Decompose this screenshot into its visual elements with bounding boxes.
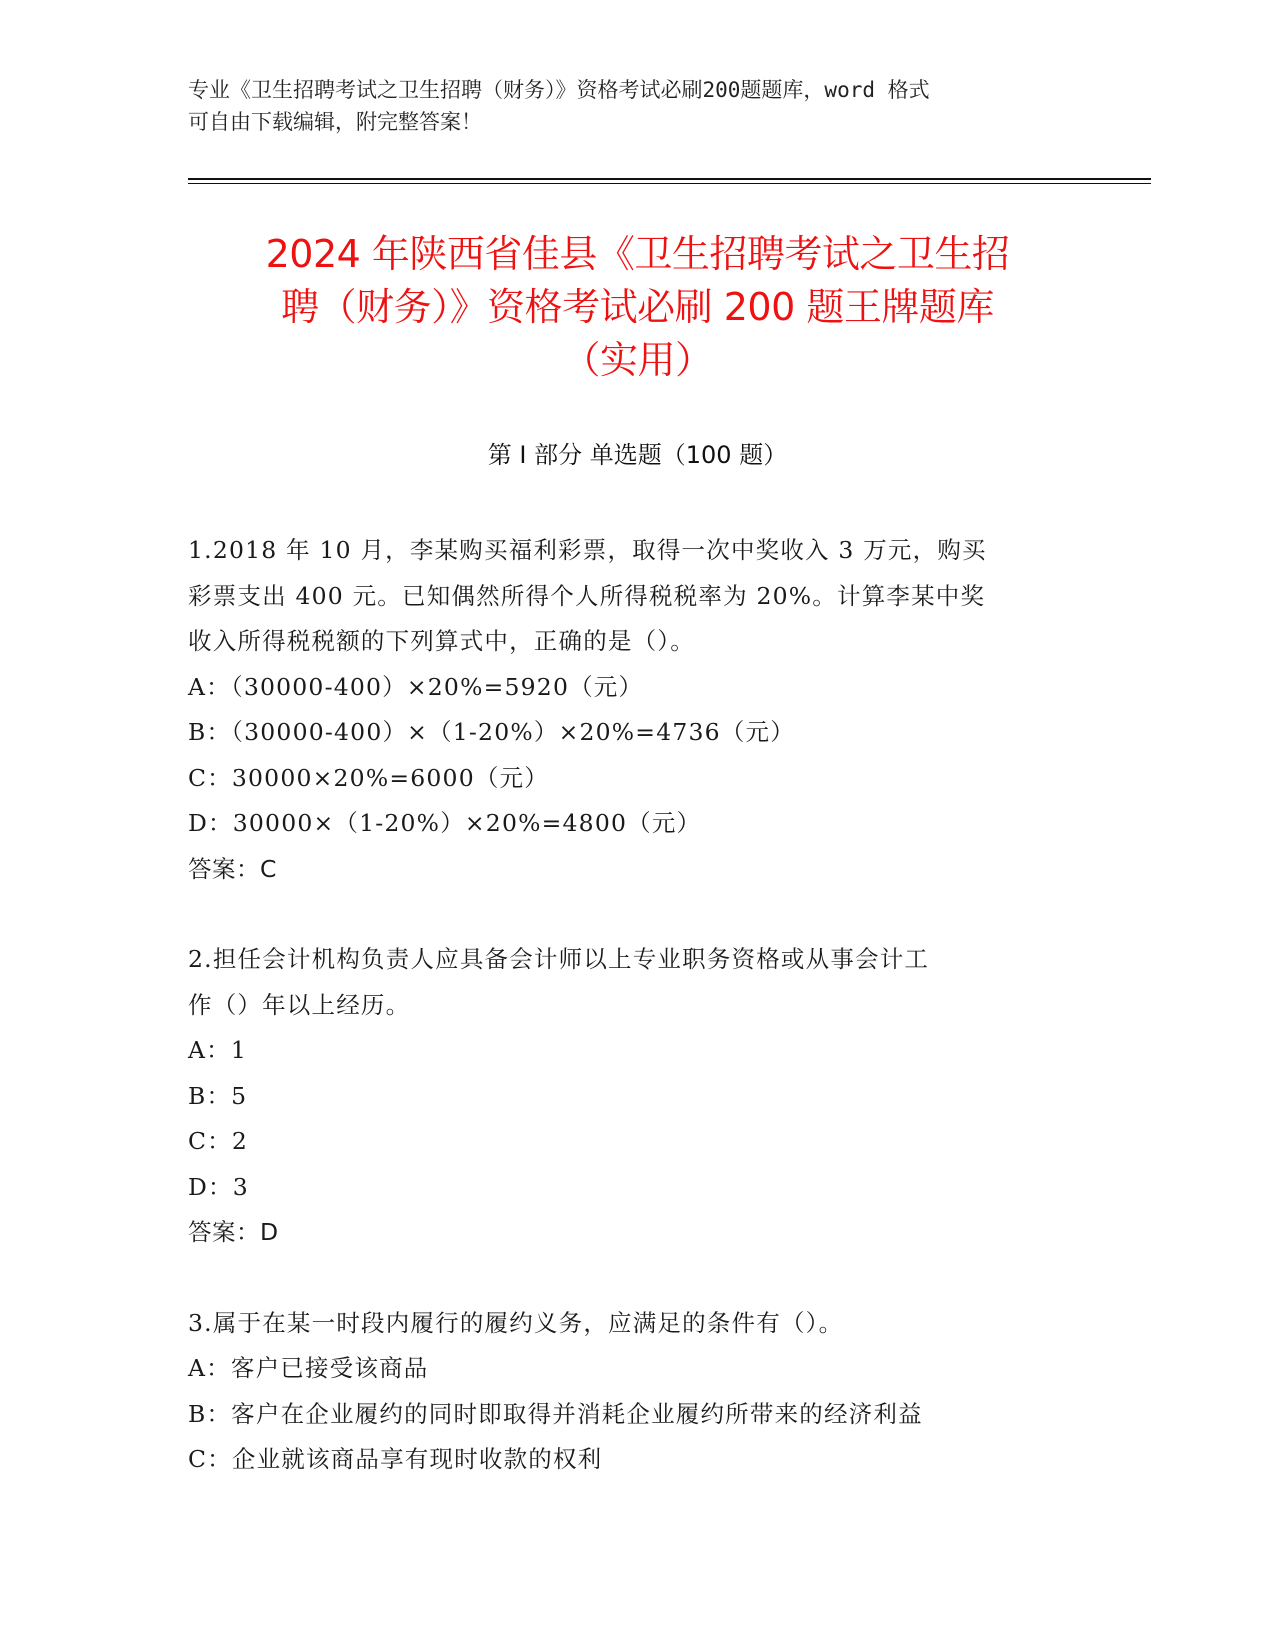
header-divider-thin — [188, 183, 1151, 184]
question-stem: 3.属于在某一时段内履行的履约义务，应满足的条件有（）。 — [188, 1308, 844, 1337]
question-item — [188, 937, 1088, 1256]
question-stem: 收入所得税税额的下列算式中，正确的是（）。 — [188, 627, 695, 655]
question-item — [188, 1301, 1088, 1483]
document-title-line-2: 聘（财务）》资格考试必刷 200 题王牌题库 — [281, 285, 994, 329]
question-spacer — [188, 892, 1088, 937]
document-title — [160, 228, 1115, 387]
question-option: D：3 — [188, 1172, 249, 1201]
question-option: C：30000×20%=6000（元） — [188, 763, 549, 792]
question-item — [188, 528, 1088, 892]
question-option: A：（30000-400）×20%=5920（元） — [188, 672, 644, 701]
header-divider-thick — [188, 178, 1151, 180]
question-spacer — [188, 1256, 1088, 1301]
question-option: D：30000×（1-20%）×20%=4800（元） — [188, 809, 702, 837]
question-option: B：（30000-400）×（1-20%）×20%=4736（元） — [188, 718, 795, 746]
question-stem: 1.2018 年 10 月，李某购买福利彩票，取得一次中奖收入 3 万元，购买 — [188, 536, 987, 564]
document-title-line-3: （实用） — [562, 338, 713, 382]
header-note-line-2: 可自由下载编辑，附完整答案！ — [188, 110, 482, 134]
question-list — [188, 528, 1088, 1483]
question-stem: 彩票支出 400 元。已知偶然所得个人所得税税率为 20%。计算李某中奖 — [188, 581, 986, 610]
question-stem: 作（）年以上经历。 — [188, 990, 411, 1019]
question-answer: 答案：C — [188, 854, 277, 883]
header-note — [188, 74, 1088, 138]
question-option: A：客户已接受该商品 — [188, 1354, 429, 1382]
question-option: C：企业就该商品享有现时收款的权利 — [188, 1445, 603, 1473]
document-title-line-1: 2024 年陕西省佳县《卫生招聘考试之卫生招 — [265, 232, 1010, 276]
question-option: C：2 — [188, 1127, 249, 1155]
question-option: A：1 — [188, 1036, 248, 1064]
question-answer: 答案：D — [188, 1218, 279, 1246]
question-stem: 2.担任会计机构负责人应具备会计师以上专业职务资格或从事会计工 — [188, 945, 930, 973]
question-option: B：客户在企业履约的同时即取得并消耗企业履约所带来的经济利益 — [188, 1399, 923, 1428]
section-title: 第 I 部分 单选题（100 题） — [487, 441, 788, 469]
header-note-line-1: 专业《卫生招聘考试之卫生招聘（财务）》资格考试必刷200题题库，word 格式 — [188, 78, 930, 102]
question-option: B：5 — [188, 1081, 248, 1110]
